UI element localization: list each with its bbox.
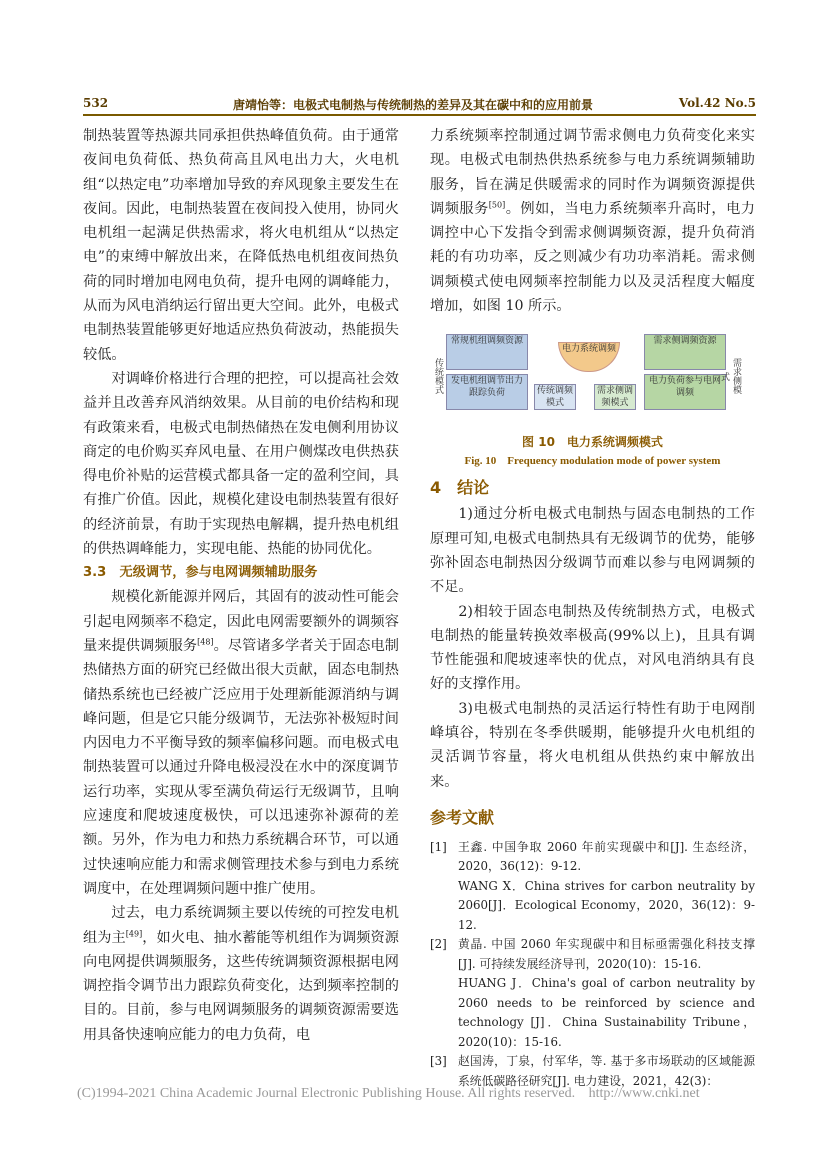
citation-50[interactable]: [50] [488,200,506,210]
section-heading-4: 4 结论 [430,478,490,498]
figure-10-diagram [430,324,755,432]
conclusion-3: 3)电极式电制热的灵活运行特性有助于电网削峰填谷，特别在冬季供暖期，能够提升火电机组的灵活调节容量，将火电机组从供热约束中解放出来。 [430,700,755,790]
left-column [83,124,399,1047]
traditional-mode-label: 传统模式 [433,358,443,395]
section-heading-3-3: 3.3 无级调节，参与电网调频辅助服务 [83,565,318,581]
running-title: 唐靖怡等：电极式电制热与传统制热的差异及其在碳中和的应用前景 [233,98,594,112]
figure-caption-en: Fig. 10 Frequency modulation mode of power system [464,455,721,468]
right-column [430,124,755,1091]
paragraph: 过去，电力系统调频主要以传统的可控发电机组为主[49]，如火电、抽水蓄能等机组作为调频资源向电网提供调频服务，这些传统调频资源根据电网调控指令调节出力跟踪负荷变化，达到频率控制的目的。目前，参与电网调频服务的调频资源需要选用具备快速响应能力的电力负荷，电 [83,905,399,1043]
conclusion-2: 2)相较于固态电制热及传统制热方式，电极式电制热的能量转换效率极高(99%以上)，且具有调节性能强和爬坡速率快的优点，对风电消纳具有良好的支撑作用。 [430,603,755,693]
reference-item: [2] 黄晶. 中国 2060 年实现碳中和目标亟需强化科技支撑[J]. 可持续发展经济导刊，2020(10)：15-16. HUANG J．China's goal of carbon neutrality by 2060 needs to be reinforced by science and technology [J]．China Sustainability Tribune，2020(10)：15-16. [430,937,755,1049]
demand-resource-box: 需求侧调频资源 [644,334,726,370]
copyright: (C)1994-2021 China Academic Journal Electronic Publishing House. All rights reserved. [77,1086,576,1101]
volume-issue: Vol.42 No.5 [678,96,756,110]
paragraph: 制热装置等热源共同承担供热峰值负荷。由于通常夜间电负荷低、热负荷高且风电出力大，火电机组“以热定电”功率增加导致的弃风现象主要发生在夜间。因此，电制热装置在夜间投入使用，协同火电机组一起满足供热需求，将火电机组从“以热定电”的束缚中解放出来，在降低热电机组夜间热负荷的同时增加电网电负荷，提升电网的调峰能力，从而为风电消纳运行留出更大空间。此外，电极式电制热装置能够更好地适应热负荷波动，热能损失较低。 [83,128,399,363]
running-header [83,93,756,113]
conventional-unit-box: 常规机组调频资源 [446,334,528,370]
figure-caption-cn: 图 10 电力系统调频模式 [522,435,663,450]
traditional-freq-mode-box: 传统调频模式 [534,384,576,410]
references-heading: 参考文献 [430,807,495,827]
conclusion-1: 1)通过分析电极式电制热与固态电制热的工作原理可知,电极式电制热具有无级调节的优势，能够弥补固态电制热因分级调节而难以参与电网调频的不足。 [430,506,755,596]
citation-49[interactable]: [49] [125,928,143,938]
header-rule [83,114,756,116]
load-participation-box: 电力负荷参与电网调频 [644,374,726,410]
center-freq-box: 电力系统调频 [558,342,620,372]
reference-item: [3] 赵国涛，丁泉，付军华，等. 基于多市场联动的区域能源系统低碳路径研究[J]. 电力建设，2021，42(3)： [430,1054,755,1088]
reference-item: [1] 王鑫. 中国争取 2060 年前实现碳中和[J]. 生态经济，2020，36(12)：9-12. WANG X．China strives for carbon neutrality by 2060[J]．Ecological Economy，2020，36(12)：9-12. [430,839,755,932]
generator-output-box: 发电机组调节出力跟踪负荷 [446,374,528,410]
paragraph: 力系统频率控制通过调节需求侧电力负荷变化来实现。电极式电制热供热系统参与电力系统调频辅助服务，旨在满足供暖需求的同时作为调频资源提供调频服务[50]。例如，当电力系统频率升高时，电力调控中心下发指令到需求侧调频资源，提升负荷消耗的有功功率，反之则减少有功功率消耗。需求侧调频模式使电网频率控制能力以及灵活程度大幅度增加，如图 10 所示。 [430,128,755,315]
citation-48[interactable]: [48] [197,637,214,647]
demand-freq-mode-box: 需求侧调频模式 [594,384,636,410]
demand-mode-label: 需求侧模式 [719,358,741,395]
footer-url[interactable]: http://www.cnki.net [588,1086,700,1101]
paragraph: 规模化新能源并网后，其固有的波动性可能会引起电网频率不稳定，因此电网需要额外的调频容量来提供调频服务[48]。尽管诸多学者关于固态电制热储热方面的研究已经做出很大贡献，固态电制热储热系统也已经被广泛应用于处理新能源消纳与调峰问题，但是它只能分级调节，无法弥补极短时间内因电力不平衡导致的频率偏移问题。而电极式电制热装置可以通过升降电极浸没在水中的深度调节运行功率，实现从零至满负荷运行无级调节，且响应速度和爬坡速度极快，可以迅速弥补源荷的差额。另外，作为电力和热力系统耦合环节，可以通过快速响应能力和需求侧管理技术参与到电力系统调度中，在处理调频问题中推广使用。 [83,589,399,897]
page-number: 532 [83,96,109,110]
paragraph: 对调峰价格进行合理的把控，可以提高社会效益并且改善弃风消纳效果。从目前的电价结构和现有政策来看，电极式电制热储热在发电侧利用协议商定的电价购买弃风电量、在用户侧煤改电供热获得电价补贴的运营模式都具备一定的盈利空间，具有推广价值。因此，规模化建设电制热装置有很好的经济前景，有助于实现热电解耦，提升热电机组的供热调峰能力，实现电能、热能的协同优化。 [83,370,399,558]
footer [77,1086,757,1102]
